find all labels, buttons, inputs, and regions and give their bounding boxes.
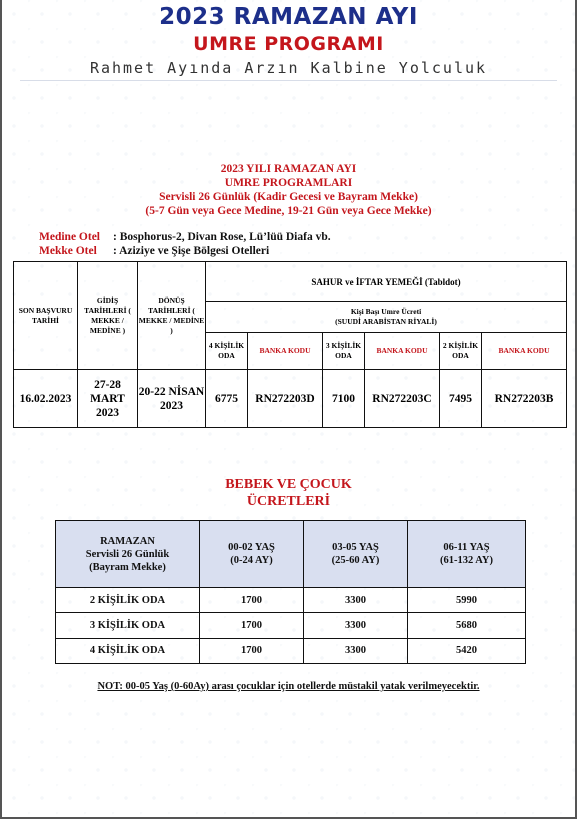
age-header-months: (0-24 AY) [230, 555, 273, 566]
row-label: 4 KİŞİLİK ODA [56, 638, 200, 663]
row-label: 3 KİŞİLİK ODA [56, 613, 200, 638]
bank-header-3: BANKA KODU [365, 333, 440, 370]
table-cell: 5680 [408, 613, 526, 638]
header-slogan: Rahmet Ayında Arzın Kalbine Yolculuk [89, 59, 488, 77]
hotel-row-mekke [39, 244, 331, 258]
hotel-info [39, 230, 331, 258]
hotel-row-medine [39, 230, 331, 244]
price-table [13, 261, 567, 428]
header-subtitle: UMRE PROGRAMI [193, 33, 384, 55]
child-title-line1: BEBEK VE ÇOCUK [225, 477, 352, 492]
room-header-2: 2 KİŞİLİK ODA [440, 333, 482, 370]
meal-header: SAHUR ve İFTAR YEMEĞİ (Tabldot) [206, 262, 567, 302]
cell-donus: 20-22 NİSAN 2023 [138, 370, 206, 428]
age-header-months: (61-132 AY) [440, 555, 493, 566]
age-header-label: 00-02 YAŞ [228, 542, 275, 553]
table-cell: 3300 [304, 613, 408, 638]
header-divider [20, 80, 557, 81]
price-header [206, 302, 567, 333]
table-row [56, 613, 526, 638]
table-cell: 1700 [200, 588, 304, 613]
child-title-line2: ÜCRETLERİ [246, 494, 331, 509]
table-row [56, 588, 526, 613]
table-cell: 3300 [304, 638, 408, 663]
header-gidis: GİDİŞ TARİHLERİ ( MEKKE / MEDİNE ) [78, 262, 138, 370]
price-header-line2: (SUUDİ ARABİSTAN RİYALİ) [335, 317, 437, 326]
row-label: 2 KİŞİLİK ODA [56, 588, 200, 613]
hotel-value-medine: : Bosphorus-2, Divan Rose, Lü’lüü Diafa vb. [113, 231, 331, 243]
footnote: NOT: 00-05 Yaş (0-60Ay) arası çocuklar için otellerde müstakil yatak verilmeyecektir. [97, 681, 480, 692]
header-son-basvuru: SON BAŞVURU TARİHİ [14, 262, 78, 370]
bank-header-2: BANKA KODU [482, 333, 567, 370]
header-title: 2023 RAMAZAN AYI [159, 4, 418, 30]
bank-header-4: BANKA KODU [248, 333, 323, 370]
cell-code-2: RN272203B [482, 370, 567, 428]
table-cell: 5990 [408, 588, 526, 613]
program-title-line4: (5-7 Gün veya Gece Medine, 19-21 Gün veya Gece Mekke) [145, 205, 432, 217]
age-header-0-2 [200, 521, 304, 588]
corner-line3: (Bayram Mekke) [89, 561, 166, 573]
cell-code-4: RN272203D [248, 370, 323, 428]
page-header [0, 0, 577, 88]
program-title-line1: 2023 YILI RAMAZAN AYI [220, 163, 357, 175]
header-donus: DÖNÜŞ TARİHLERİ ( MEKKE / MEDİNE ) [138, 262, 206, 370]
program-title-line2: UMRE PROGRAMLARI [224, 177, 353, 189]
age-header-months: (25-60 AY) [331, 555, 380, 566]
cell-code-3: RN272203C [365, 370, 440, 428]
cell-price-2: 7495 [440, 370, 482, 428]
room-header-3: 3 KİŞİLİK ODA [323, 333, 365, 370]
cell-price-4: 6775 [206, 370, 248, 428]
corner-line1: RAMAZAN [100, 535, 155, 547]
age-header-3-5 [304, 521, 408, 588]
cell-price-3: 7100 [323, 370, 365, 428]
hotel-key-medine: Medine Otel [39, 231, 100, 243]
child-table-corner [56, 521, 200, 588]
child-fee-table [55, 520, 526, 664]
child-fees-title [0, 476, 577, 510]
table-cell: 1700 [200, 613, 304, 638]
price-header-line1: Kişi Başı Umre Ücreti [350, 307, 422, 316]
hotel-value-mekke: : Aziziye ve Şişe Bölgesi Otelleri [113, 245, 270, 257]
hotel-key-mekke: Mekke Otel [39, 245, 97, 257]
room-header-4: 4 KİŞİLİK ODA [206, 333, 248, 370]
age-header-label: 03-05 YAŞ [332, 542, 379, 553]
table-row [56, 638, 526, 663]
table-cell: 5420 [408, 638, 526, 663]
table-cell: 1700 [200, 638, 304, 663]
table-cell: 3300 [304, 588, 408, 613]
program-title [0, 162, 577, 218]
program-title-line3: Servisli 26 Günlük (Kadir Gecesi ve Bayram Mekke) [159, 191, 418, 203]
age-header-6-11 [408, 521, 526, 588]
age-header-label: 06-11 YAŞ [443, 542, 490, 553]
cell-gidis: 27-28 MART 2023 [78, 370, 138, 428]
corner-line2: Servisli 26 Günlük [85, 548, 170, 560]
page-border-left [0, 0, 2, 819]
cell-son-basvuru: 16.02.2023 [14, 370, 78, 428]
